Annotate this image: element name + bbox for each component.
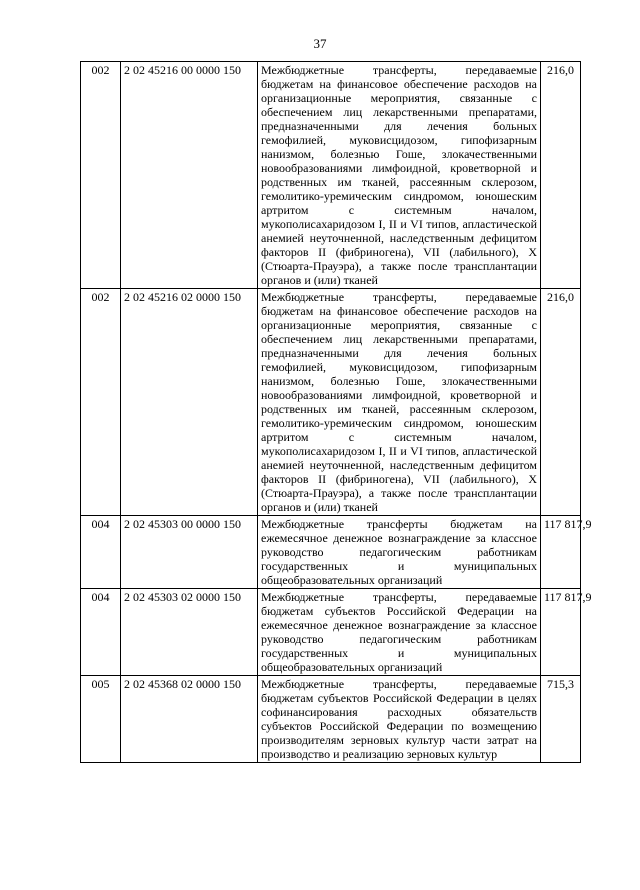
- revenue-name-cell: Межбюджетные трансферты, передаваемые бюджетам субъектов Российской Федерации в целях софинансирования расходных обязательств субъектов Российской Федерации по возмещению производителям зерновых культур части затрат на производство и реализацию зерновых культур: [258, 676, 541, 763]
- amount-cell: 216,0: [541, 62, 581, 289]
- revenue-code-cell: 2 02 45303 00 0000 150: [121, 516, 258, 589]
- admin-code-cell: 002: [81, 62, 121, 289]
- amount-cell: 715,3: [541, 676, 581, 763]
- admin-code-cell: 002: [81, 289, 121, 516]
- admin-code-cell: 004: [81, 516, 121, 589]
- table-row: [81, 62, 581, 289]
- revenue-name-cell: Межбюджетные трансферты, передаваемые бюджетам субъектов Российской Федерации на ежемесячное денежное вознаграждение за классное руководство педагогическим работникам государственных и муниципальных общеобразовательных организаций: [258, 589, 541, 676]
- revenue-name-cell: Межбюджетные трансферты, передаваемые бюджетам на финансовое обеспечение расходов на организационные мероприятия, связанные с обеспечением лиц лекарственными препаратами, предназначенными для лечения больных гемофилией, муковисцидозом, гипофизарным нанизмом, болезнью Гоше, злокачественными новообразованиями лимфоидной, кроветворной и родственных им тканей, рассеянным склерозом, гемолитико-уремическим синдромом, юношеским артритом с системным началом, мукополисахаридозом I, II и VI типов, апластической анемией неуточненной, наследственным дефицитом факторов II (фибриногена), VII (лабильного), X (Стюарта-Прауэра), а также после трансплантации органов и (или) тканей: [258, 289, 541, 516]
- table-row: [81, 589, 581, 676]
- table-row: [81, 516, 581, 589]
- table-row: [81, 289, 581, 516]
- table-row: [81, 676, 581, 763]
- page-number: 37: [313, 36, 327, 51]
- revenue-name-cell: Межбюджетные трансферты, передаваемые бюджетам на финансовое обеспечение расходов на организационные мероприятия, связанные с обеспечением лиц лекарственными препаратами, предназначенными для лечения больных гемофилией, муковисцидозом, гипофизарным нанизмом, болезнью Гоше, злокачественными новообразованиями лимфоидной, кроветворной и родственных им тканей, рассеянным склерозом, гемолитико-уремическим синдромом, юношеским артритом с системным началом, мукополисахаридозом I, II и VI типов, апластической анемией неуточненной, наследственным дефицитом факторов II (фибриногена), VII (лабильного), X (Стюарта-Прауэра), а также после трансплантации органов и (или) тканей: [258, 62, 541, 289]
- revenue-code-cell: 2 02 45303 02 0000 150: [121, 589, 258, 676]
- budget-table: [80, 61, 592, 763]
- revenue-code-cell: 2 02 45216 00 0000 150: [121, 62, 258, 289]
- admin-code-cell: 005: [81, 676, 121, 763]
- admin-code-cell: 004: [81, 589, 121, 676]
- amount-cell: 117 817,9: [541, 589, 581, 676]
- amount-cell: 117 817,9: [541, 516, 581, 589]
- amount-cell: 216,0: [541, 289, 581, 516]
- revenue-code-cell: 2 02 45216 02 0000 150: [121, 289, 258, 516]
- revenue-code-cell: 2 02 45368 02 0000 150: [121, 676, 258, 763]
- revenue-name-cell: Межбюджетные трансферты бюджетам на ежемесячное денежное вознаграждение за классное руководство педагогическим работникам государственных и муниципальных общеобразовательных организаций: [258, 516, 541, 589]
